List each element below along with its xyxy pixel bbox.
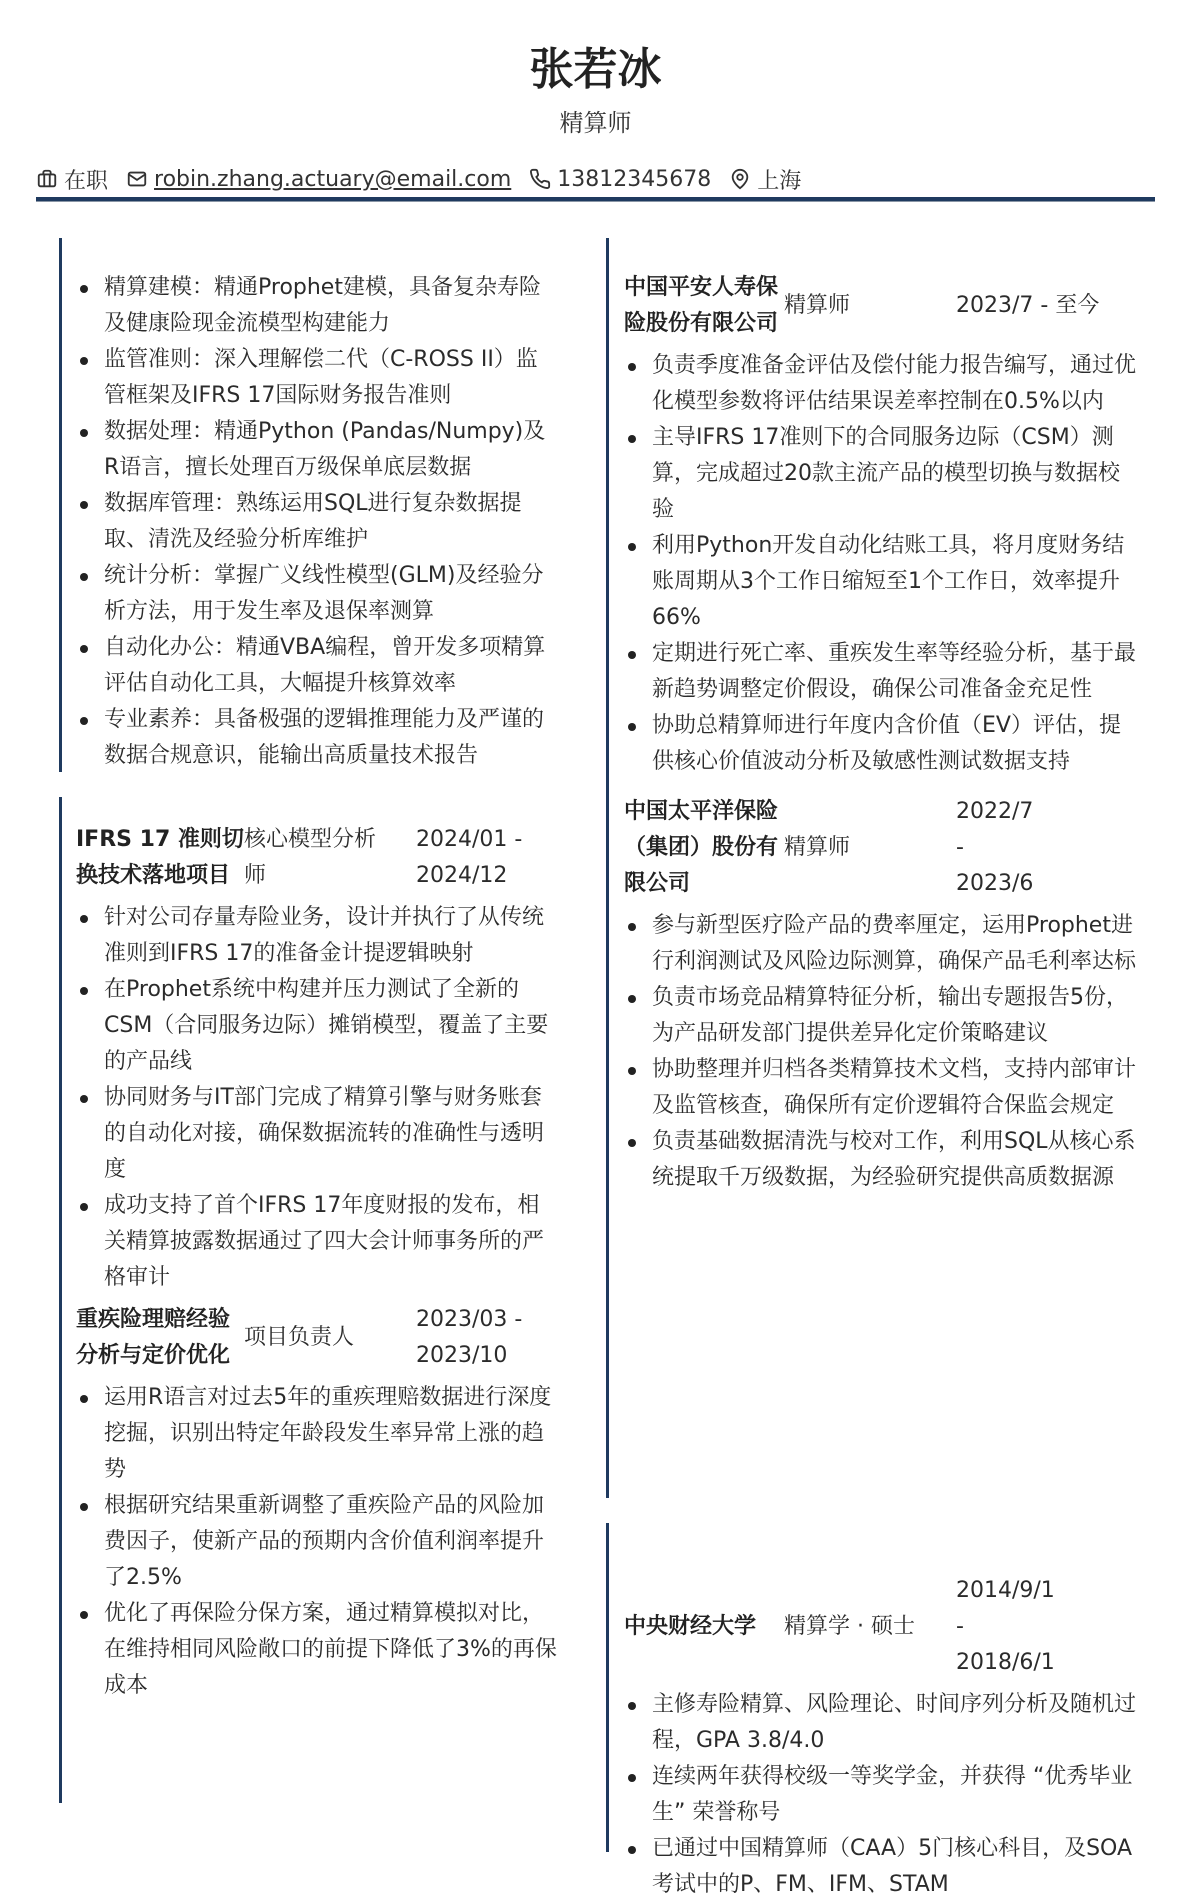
skills-section [59, 238, 559, 772]
project-role: 核心模型分析师 [244, 827, 377, 888]
project-name: 重疾险理赔经验分析与定价优化 [76, 1307, 231, 1368]
skill-item: 精算建模：精通Prophet建模，具备复杂寿险及健康险现金流模型构建能力 [76, 270, 559, 342]
work-date: 2023/7 - 至今 [956, 293, 1100, 318]
project-bullet: 针对公司存量寿险业务，设计并执行了从传统准则到IFRS 17的准备金计提逻辑映射 [76, 900, 559, 972]
education-bullets [624, 1687, 1136, 1903]
project-date: 2024/01 - 2024/12 [416, 827, 523, 888]
skill-item: 数据库管理：熟练运用SQL进行复杂数据提取、清洗及经验分析库维护 [76, 486, 559, 558]
company-name: 中国太平洋保险（集团）股份有限公司 [624, 799, 779, 896]
work-date: 2022/7 - 2023/6 [956, 799, 1034, 896]
project-name: IFRS 17 准则切换技术落地项目 [76, 827, 244, 888]
work-bullet: 协助整理并归档各类精算技术文档，支持内部审计及监管核查，确保所有定价逻辑符合保监会规定 [624, 1052, 1136, 1124]
work-bullet: 负责基础数据清洗与校对工作，利用SQL从核心系统提取千万级数据，为经验研究提供高质数据源 [624, 1124, 1136, 1196]
skill-item: 自动化办公：精通VBA编程，曾开发多项精算评估自动化工具，大幅提升核算效率 [76, 630, 559, 702]
contact-bar [36, 162, 819, 196]
education-entry [624, 1573, 1136, 1903]
contact-status [36, 164, 108, 195]
project-header [76, 1302, 559, 1374]
work-bullet: 协助总精算师进行年度内含价值（EV）评估，提供核心价值波动分析及敏感性测试数据支持 [624, 708, 1136, 780]
project-role: 项目负责人 [244, 1325, 355, 1350]
education-date: 2014/9/1 - 2018/6/1 [956, 1578, 1055, 1675]
project-bullets [76, 900, 559, 1296]
phone-icon [529, 168, 551, 190]
project-bullet: 成功支持了首个IFRS 17年度财报的发布，相关精算披露数据通过了四大会计师事务所的严格审计 [76, 1188, 559, 1296]
education-bullet: 已通过中国精算师（CAA）5门核心科目，及SOA考试中的P、FM、IFM、STAM [624, 1831, 1136, 1903]
skill-item: 统计分析：掌握广义线性模型(GLM)及经验分析方法，用于发生率及退保率测算 [76, 558, 559, 630]
contact-location [729, 164, 801, 195]
status-text: 在职 [64, 168, 109, 194]
education-bullet: 连续两年获得校级一等奖学金，并获得 “优秀毕业生” 荣誉称号 [624, 1759, 1136, 1831]
email-link[interactable]: robin.zhang.actuary@email.com [154, 166, 512, 192]
work-header [624, 270, 1136, 342]
school-name: 中央财经大学 [624, 1614, 757, 1639]
briefcase-icon [36, 168, 58, 190]
skill-item: 监管准则：深入理解偿二代（C-ROSS II）监管框架及IFRS 17国际财务报告准则 [76, 342, 559, 414]
project-bullet: 在Prophet系统中构建并压力测试了全新的CSM（合同服务边际）摊销模型，覆盖了主要的产品线 [76, 972, 559, 1080]
skill-item: 专业素养：具备极强的逻辑推理能力及严谨的数据合规意识，能输出高质量技术报告 [76, 702, 559, 774]
work-bullet: 参与新型医疗险产品的费率厘定，运用Prophet进行利润测试及风险边际测算，确保产品毛利率达标 [624, 908, 1136, 980]
project-entry [76, 822, 559, 1296]
education-section [606, 1523, 1137, 1897]
project-bullet: 优化了再保险分保方案，通过精算模拟对比，在维持相同风险敞口的前提下降低了3%的再保成本 [76, 1596, 559, 1704]
phone-text: 13812345678 [557, 166, 712, 192]
map-pin-icon [729, 168, 751, 190]
work-entry [624, 794, 1136, 1196]
project-bullets [76, 1380, 559, 1704]
contact-phone [529, 167, 711, 192]
skill-item: 数据处理：精通Python (Pandas/Numpy)及R语言，擅长处理百万级保单底层数据 [76, 414, 559, 486]
work-role: 精算师 [784, 835, 851, 860]
work-bullet: 负责季度准备金评估及偿付能力报告编写，通过优化模型参数将评估结果误差率控制在0.5%以内 [624, 348, 1136, 420]
work-header [624, 794, 1136, 902]
project-date: 2023/03 - 2023/10 [416, 1307, 523, 1368]
work-bullet: 定期进行死亡率、重疾发生率等经验分析，基于最新趋势调整定价假设，确保公司准备金充足性 [624, 636, 1136, 708]
contact-email [126, 167, 511, 192]
mail-icon [126, 168, 148, 190]
work-bullets [624, 908, 1136, 1196]
work-bullet: 负责市场竞品精算特征分析，输出专题报告5份，为产品研发部门提供差异化定价策略建议 [624, 980, 1136, 1052]
work-entry [624, 270, 1136, 780]
degree: 精算学 · 硕士 [784, 1614, 915, 1639]
location-text: 上海 [757, 168, 802, 194]
work-bullet: 利用Python开发自动化结账工具，将月度财务结账周期从3个工作日缩短至1个工作日，效率提升66% [624, 528, 1136, 636]
education-bullet: 主修寿险精算、风险理论、时间序列分析及随机过程，GPA 3.8/4.0 [624, 1687, 1136, 1759]
company-name: 中国平安人寿保险股份有限公司 [624, 275, 779, 336]
candidate-name: 张若冰 [529, 44, 662, 95]
project-bullet: 运用R语言对过去5年的重疾理赔数据进行深度挖掘，识别出特定年龄段发生率异常上涨的趋势 [76, 1380, 559, 1488]
education-header [624, 1573, 1136, 1681]
work-role: 精算师 [784, 293, 851, 318]
projects-section [59, 797, 559, 1803]
skills-list [76, 270, 559, 774]
project-header [76, 822, 559, 894]
project-entry [76, 1302, 559, 1704]
work-bullets [624, 348, 1136, 780]
work-section [606, 238, 1136, 1498]
work-bullet: 主导IFRS 17准则下的合同服务边际（CSM）测算，完成超过20款主流产品的模型切换与数据校验 [624, 420, 1136, 528]
job-title: 精算师 [559, 109, 632, 137]
project-bullet: 协同财务与IT部门完成了精算引擎与财务账套的自动化对接，确保数据流转的准确性与透明度 [76, 1080, 559, 1188]
header-divider [36, 197, 1155, 202]
project-bullet: 根据研究结果重新调整了重疾险产品的风险加费因子，使新产品的预期内含价值利润率提升了2.5% [76, 1488, 559, 1596]
